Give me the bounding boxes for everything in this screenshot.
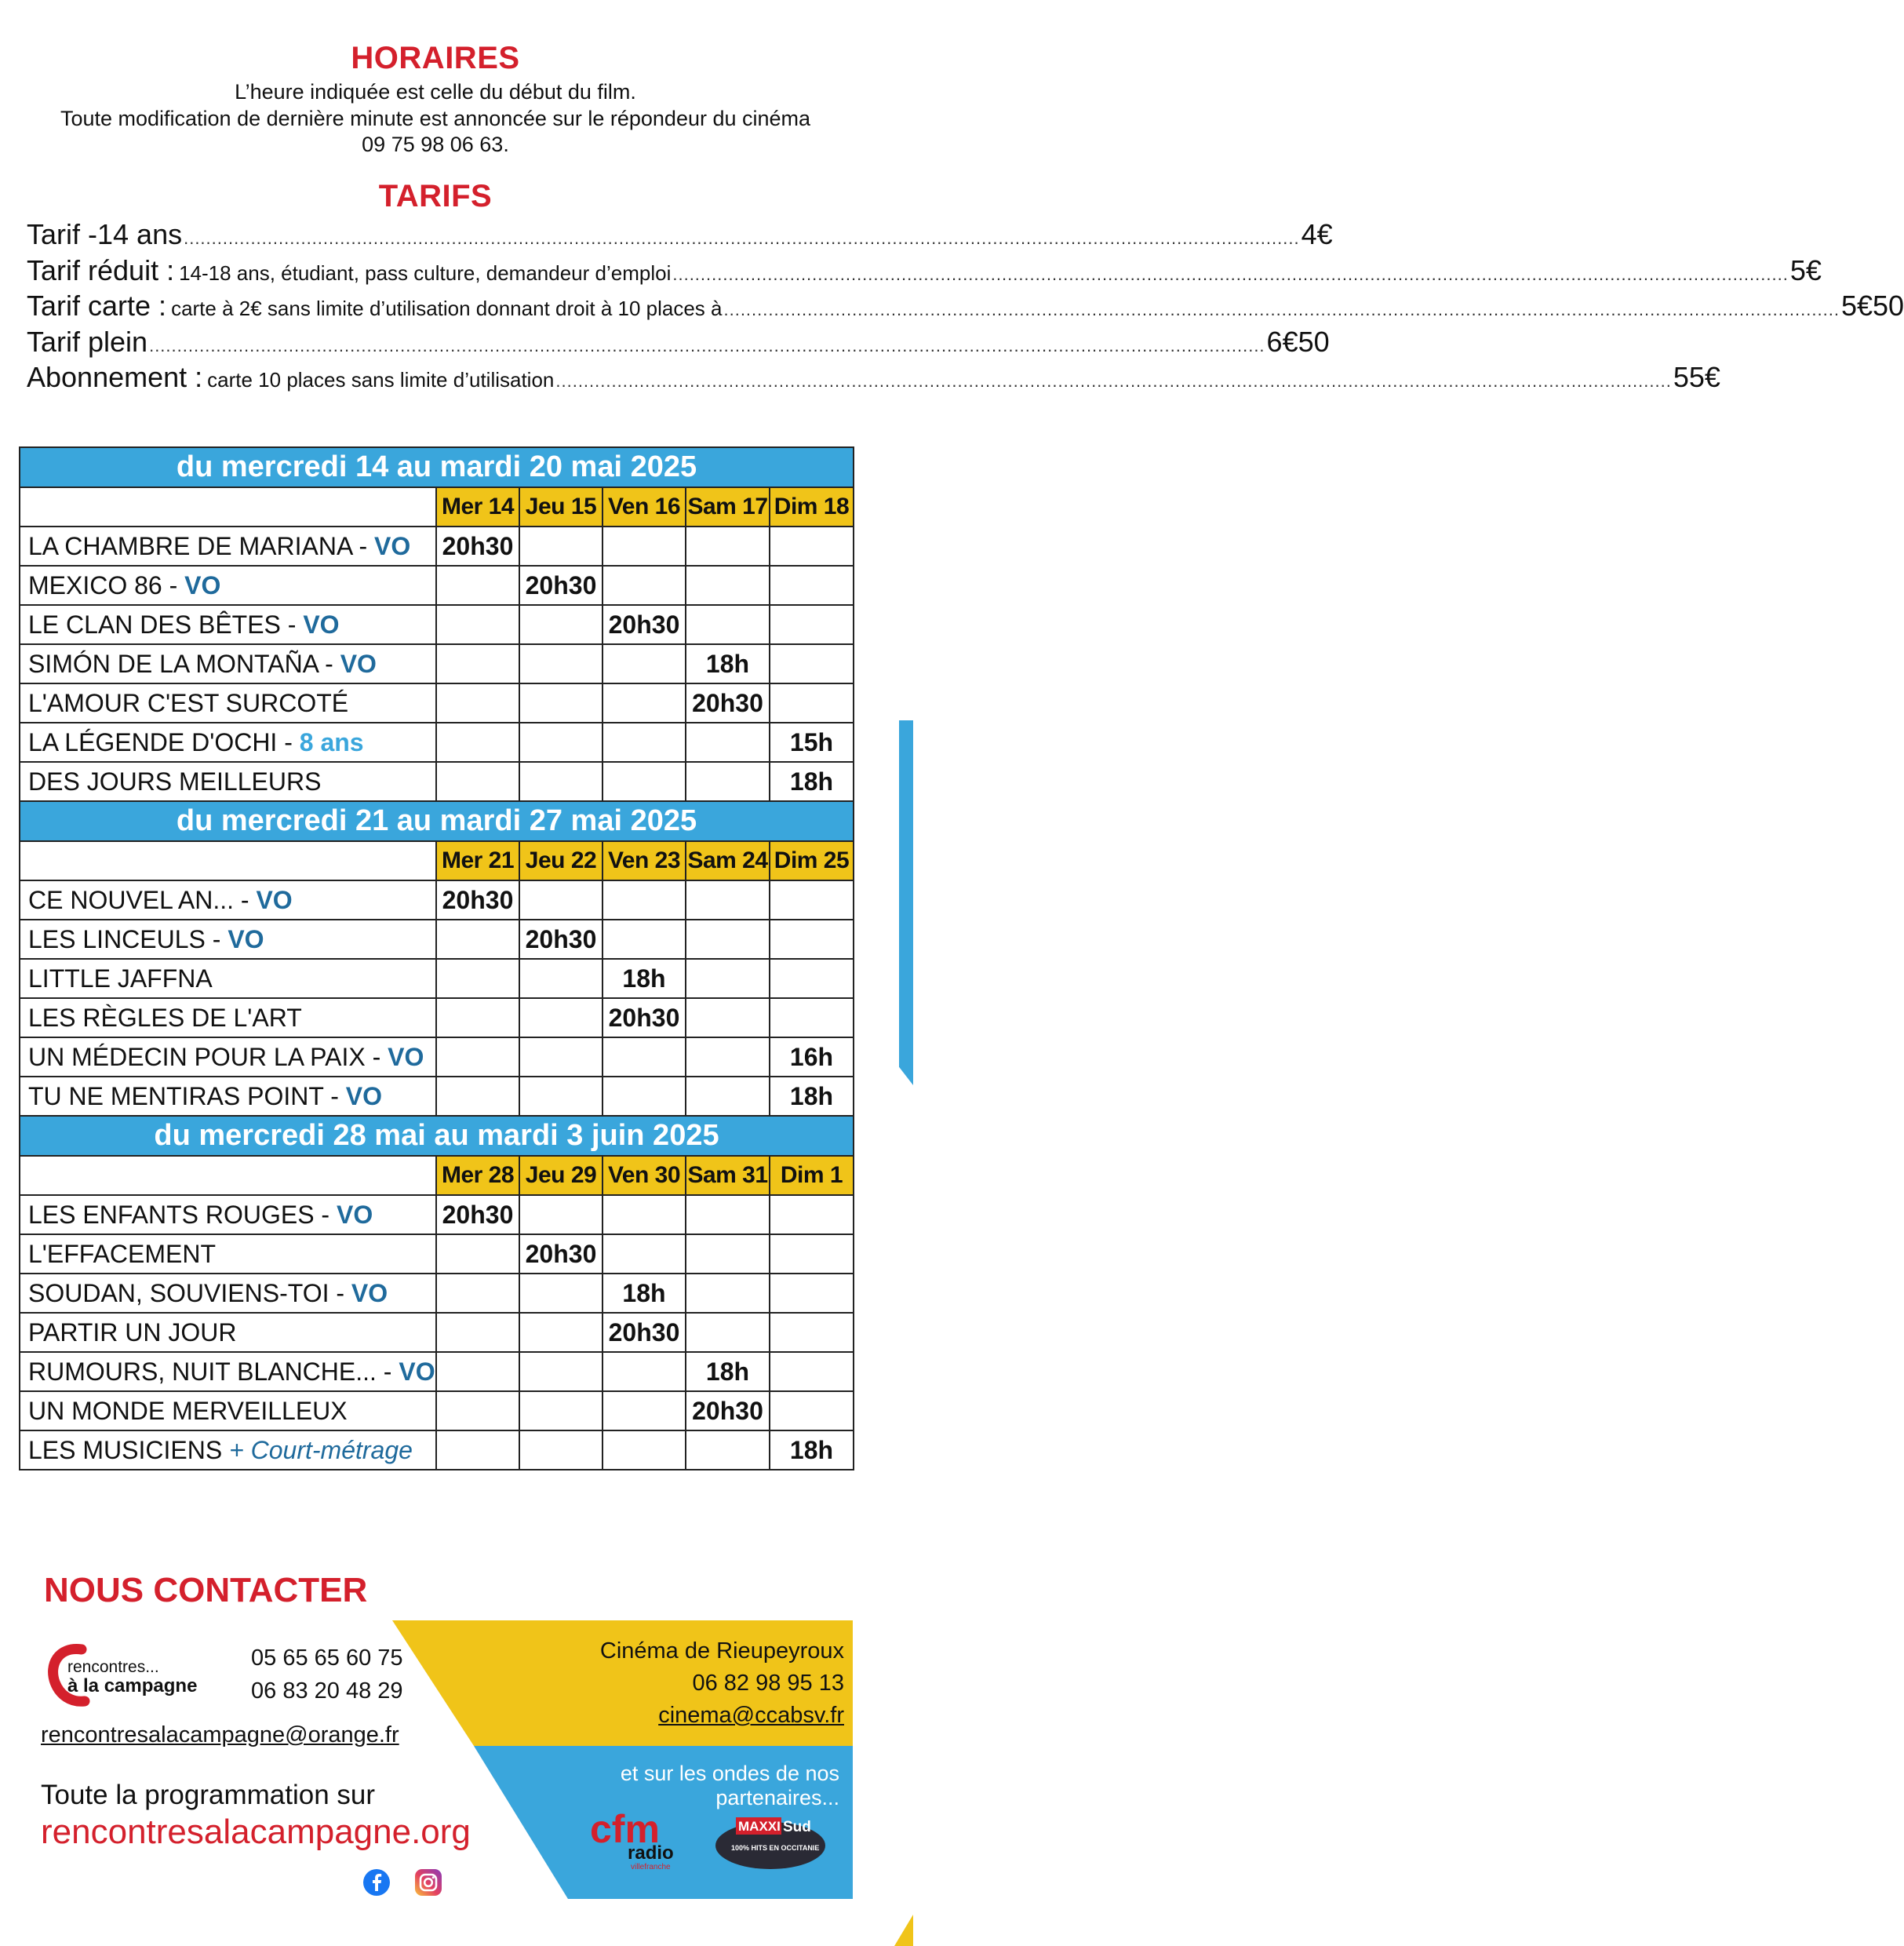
tag-separator: - xyxy=(280,610,304,639)
film-row xyxy=(20,683,854,723)
week-header-row xyxy=(20,1116,854,1156)
film-tag: VO xyxy=(340,649,377,678)
film-cell xyxy=(20,1352,436,1391)
film-title: L'EFFACEMENT xyxy=(28,1239,217,1268)
showtime-cell xyxy=(770,1195,854,1234)
day-header: Sam 24 xyxy=(686,841,770,880)
film-row xyxy=(20,1352,854,1391)
showtime-cell xyxy=(770,959,854,998)
tag-separator: - xyxy=(205,924,228,953)
tag-separator: - xyxy=(318,649,340,678)
film-tag: VO xyxy=(303,610,340,639)
edge-decoration-yellow xyxy=(894,1915,913,1946)
showtime-cell xyxy=(603,566,686,605)
showtime-cell xyxy=(519,605,603,644)
showtime-cell: 20h30 xyxy=(519,920,603,959)
dot-leader: ........................................................................................................................................................................................................ xyxy=(723,300,1840,319)
film-row xyxy=(20,605,854,644)
dot-leader: ........................................................................................................................................................................................................ xyxy=(672,264,1789,284)
film-row xyxy=(20,1391,854,1430)
showtime-cell xyxy=(686,1195,770,1234)
showtime-cell xyxy=(519,1077,603,1116)
showtime-cell xyxy=(686,880,770,920)
film-tag: VO xyxy=(228,924,264,953)
horaires-line-3: 09 75 98 06 63. xyxy=(362,133,509,156)
days-row-blank xyxy=(20,1156,436,1195)
showtime-cell: 18h xyxy=(686,644,770,683)
film-tag: VO xyxy=(345,1081,382,1110)
film-title: L'AMOUR C'EST SURCOTÉ xyxy=(28,688,349,717)
showtime-cell xyxy=(436,1077,519,1116)
cfm-logo-main: cfm xyxy=(590,1807,660,1851)
dot-leader: ........................................................................................................................................................................................................ xyxy=(149,335,1265,355)
showtime-cell xyxy=(436,959,519,998)
tag-separator: - xyxy=(351,531,374,560)
film-row xyxy=(20,880,854,920)
showtime-cell xyxy=(770,920,854,959)
day-header: Mer 21 xyxy=(436,841,519,880)
film-title: CE NOUVEL AN... xyxy=(28,885,234,914)
film-row xyxy=(20,920,854,959)
film-title: RUMOURS, NUIT BLANCHE... xyxy=(28,1357,377,1386)
film-title: LA LÉGENDE D'OCHI xyxy=(28,727,278,756)
showtime-cell xyxy=(686,527,770,566)
maxxi-logo-suffix: Sud xyxy=(783,1819,811,1835)
dot-leader: ........................................................................................................................................................................................................ xyxy=(184,228,1300,248)
showtime-cell: 18h xyxy=(603,1274,686,1313)
showtime-cell xyxy=(519,762,603,801)
tag-separator: - xyxy=(323,1081,346,1110)
tarif-price: 5€50 xyxy=(1840,290,1904,322)
film-tag: + Court-métrage xyxy=(229,1435,413,1464)
film-tag: VO xyxy=(399,1357,435,1386)
showtime-cell xyxy=(519,723,603,762)
showtime-cell xyxy=(603,762,686,801)
showtime-cell xyxy=(436,1352,519,1391)
film-title: LES MUSICIENS xyxy=(28,1435,223,1464)
tarif-label: Tarif carte : xyxy=(27,290,167,322)
tarifs-title: TARIFS xyxy=(378,179,493,213)
day-header: Sam 17 xyxy=(686,487,770,527)
week-header-row xyxy=(20,447,854,487)
showtime-cell xyxy=(519,1037,603,1077)
film-cell xyxy=(20,683,436,723)
showtime-cell: 20h30 xyxy=(686,683,770,723)
film-title: SOUDAN, SOUVIENS-TOI xyxy=(28,1278,329,1307)
film-cell xyxy=(20,605,436,644)
showtime-cell xyxy=(519,527,603,566)
showtime-cell xyxy=(436,683,519,723)
day-header: Mer 14 xyxy=(436,487,519,527)
film-cell xyxy=(20,723,436,762)
film-cell xyxy=(20,880,436,920)
showtime-cell xyxy=(436,762,519,801)
showtime-cell xyxy=(686,605,770,644)
showtime-cell xyxy=(686,959,770,998)
tarif-label: Abonnement : xyxy=(27,361,203,393)
showtime-cell xyxy=(436,1274,519,1313)
film-row xyxy=(20,527,854,566)
edge-decoration-blue xyxy=(899,720,913,1085)
film-cell xyxy=(20,527,436,566)
film-cell xyxy=(20,1234,436,1274)
day-header: Mer 28 xyxy=(436,1156,519,1195)
instagram-icon[interactable] xyxy=(414,1868,442,1897)
film-title: LES ENFANTS ROUGES xyxy=(28,1200,315,1229)
film-title: DES JOURS MEILLEURS xyxy=(28,767,322,796)
showtime-cell: 20h30 xyxy=(603,998,686,1037)
showtime-cell xyxy=(519,644,603,683)
showtime-cell: 16h xyxy=(770,1037,854,1077)
days-row-blank xyxy=(20,487,436,527)
film-title: PARTIR UN JOUR xyxy=(28,1317,237,1347)
showtime-cell xyxy=(436,1391,519,1430)
showtime-cell xyxy=(603,920,686,959)
days-row-blank xyxy=(20,841,436,880)
showtime-cell xyxy=(603,1195,686,1234)
programmation-text: Toute la programmation sur xyxy=(41,1780,376,1810)
cfm-radio-logo[interactable] xyxy=(588,1809,698,1874)
showtime-cell xyxy=(770,527,854,566)
showtime-cell xyxy=(686,1274,770,1313)
film-cell xyxy=(20,998,436,1037)
showtime-cell xyxy=(770,566,854,605)
tarif-price: 5€ xyxy=(1789,253,1822,286)
film-title: LITTLE JAFFNA xyxy=(28,964,213,993)
schedule-table xyxy=(19,446,854,1470)
tag-separator: - xyxy=(365,1042,388,1071)
showtime-cell xyxy=(436,723,519,762)
showtime-cell xyxy=(603,1430,686,1470)
showtime-cell xyxy=(686,1430,770,1470)
film-cell xyxy=(20,1313,436,1352)
day-header: Dim 18 xyxy=(770,487,854,527)
showtime-cell xyxy=(603,1234,686,1274)
film-row xyxy=(20,762,854,801)
phone-1[interactable]: 05 65 65 60 75 xyxy=(251,1645,403,1671)
showtime-cell xyxy=(519,683,603,723)
film-row xyxy=(20,1037,854,1077)
film-row xyxy=(20,1430,854,1470)
tag-separator: - xyxy=(376,1357,399,1386)
film-cell xyxy=(20,1391,436,1430)
showtime-cell xyxy=(436,920,519,959)
horaires-line-2: Toute modification de dernière minute est annoncée sur le répondeur du cinéma xyxy=(60,107,811,130)
tarifs-list xyxy=(27,218,1904,397)
website-link[interactable]: rencontresalacampagne.org xyxy=(41,1813,471,1851)
film-title: UN MONDE MERVEILLEUX xyxy=(28,1396,348,1425)
film-title: SIMÓN DE LA MONTAÑA xyxy=(28,649,319,678)
partners-text: et sur les ondes de nos partenaires... xyxy=(620,1762,839,1809)
day-header: Sam 31 xyxy=(686,1156,770,1195)
showtime-cell xyxy=(770,605,854,644)
showtime-cell: 20h30 xyxy=(519,566,603,605)
showtime-cell xyxy=(686,1313,770,1352)
film-tag: VO xyxy=(256,885,293,914)
cinema-name: Cinéma de Rieupeyroux xyxy=(599,1638,844,1664)
film-title: LES RÈGLES DE L'ART xyxy=(28,1003,302,1032)
week-title: du mercredi 14 au mardi 20 mai 2025 xyxy=(20,447,854,487)
showtime-cell xyxy=(603,1352,686,1391)
showtime-cell xyxy=(686,723,770,762)
tarif-label: Tarif réduit : xyxy=(27,253,175,286)
showtime-cell: 18h xyxy=(770,1077,854,1116)
day-header: Dim 25 xyxy=(770,841,854,880)
cfm-logo-city: villefranche xyxy=(631,1863,671,1871)
film-cell xyxy=(20,1037,436,1077)
film-cell xyxy=(20,1430,436,1470)
maxxi-logo-main: MAXXI xyxy=(738,1819,781,1834)
showtime-cell: 20h30 xyxy=(603,605,686,644)
tag-separator xyxy=(222,1436,229,1464)
film-row xyxy=(20,723,854,762)
film-row xyxy=(20,1195,854,1234)
cfm-logo-sub: radio xyxy=(628,1842,674,1864)
film-cell xyxy=(20,566,436,605)
showtime-cell: 20h30 xyxy=(436,880,519,920)
logo-text-line1: rencontres... xyxy=(67,1658,159,1676)
showtime-cell xyxy=(686,762,770,801)
tarif-row xyxy=(27,290,1904,326)
showtime-cell xyxy=(519,1391,603,1430)
maxxi-logo-tag: 100% HITS EN OCCITANIE xyxy=(731,1844,820,1852)
showtime-cell: 20h30 xyxy=(603,1313,686,1352)
tarif-price: 6€50 xyxy=(1266,325,1330,358)
film-tag: 8 ans xyxy=(299,727,364,756)
showtime-cell xyxy=(603,644,686,683)
showtime-cell xyxy=(686,1037,770,1077)
film-row xyxy=(20,1234,854,1274)
film-tag: VO xyxy=(351,1278,388,1307)
showtime-cell xyxy=(436,1430,519,1470)
showtime-cell xyxy=(686,920,770,959)
showtime-cell xyxy=(519,1274,603,1313)
contact-title: NOUS CONTACTER xyxy=(44,1571,368,1609)
tarif-price: 55€ xyxy=(1673,361,1720,393)
tag-separator: - xyxy=(329,1278,351,1307)
phone-2[interactable]: 06 83 20 48 29 xyxy=(251,1678,403,1704)
tarif-detail: 14-18 ans, étudiant, pass culture, demandeur d’emploi xyxy=(179,261,672,285)
film-title: MEXICO 86 xyxy=(28,570,162,599)
showtime-cell xyxy=(686,1234,770,1274)
film-title: UN MÉDECIN POUR LA PAIX xyxy=(28,1042,366,1071)
showtime-cell xyxy=(770,998,854,1037)
showtime-cell: 20h30 xyxy=(686,1391,770,1430)
film-title: LE CLAN DES BÊTES xyxy=(28,610,281,639)
rencontres-logo xyxy=(44,1638,198,1706)
showtime-cell xyxy=(770,1234,854,1274)
showtime-cell xyxy=(519,959,603,998)
showtime-cell: 15h xyxy=(770,723,854,762)
tarif-detail: carte à 2€ sans limite d’utilisation donnant droit à 10 places à xyxy=(171,297,723,320)
showtime-cell: 20h30 xyxy=(436,527,519,566)
week-title: du mercredi 28 mai au mardi 3 juin 2025 xyxy=(20,1116,854,1156)
showtime-cell xyxy=(436,644,519,683)
showtime-cell xyxy=(436,605,519,644)
showtime-cell xyxy=(519,1195,603,1234)
tarif-row xyxy=(27,218,1333,254)
showtime-cell xyxy=(770,1352,854,1391)
tarif-row xyxy=(27,325,1330,362)
showtime-cell xyxy=(603,683,686,723)
day-header: Jeu 29 xyxy=(519,1156,603,1195)
film-row xyxy=(20,1274,854,1313)
day-header: Ven 16 xyxy=(603,487,686,527)
showtime-cell xyxy=(770,1313,854,1352)
film-tag: VO xyxy=(336,1200,373,1229)
showtime-cell: 20h30 xyxy=(436,1195,519,1234)
showtime-cell xyxy=(436,1234,519,1274)
film-cell xyxy=(20,644,436,683)
showtime-cell: 18h xyxy=(686,1352,770,1391)
tag-separator: - xyxy=(277,727,300,756)
tarif-detail: carte 10 places sans limite d’utilisation xyxy=(207,368,555,392)
film-cell xyxy=(20,1274,436,1313)
week-title: du mercredi 21 au mardi 27 mai 2025 xyxy=(20,801,854,841)
film-cell xyxy=(20,920,436,959)
showtime-cell: 18h xyxy=(770,1430,854,1470)
showtime-cell xyxy=(603,527,686,566)
film-tag: VO xyxy=(373,531,411,560)
days-row xyxy=(20,1156,854,1195)
tag-separator: - xyxy=(314,1200,337,1229)
showtime-cell xyxy=(770,1274,854,1313)
film-row xyxy=(20,959,854,998)
showtime-cell xyxy=(603,880,686,920)
film-title: LA CHAMBRE DE MARIANA xyxy=(28,531,352,560)
logo-text-line2: à la campagne xyxy=(67,1675,198,1696)
showtime-cell: 18h xyxy=(770,762,854,801)
showtime-cell xyxy=(686,998,770,1037)
days-row xyxy=(20,487,854,527)
tag-separator: - xyxy=(234,885,257,914)
showtime-cell xyxy=(603,723,686,762)
day-header: Dim 1 xyxy=(770,1156,854,1195)
film-cell xyxy=(20,1077,436,1116)
tarif-price: 4€ xyxy=(1301,218,1333,250)
showtime-cell xyxy=(770,683,854,723)
showtime-cell xyxy=(519,1430,603,1470)
film-cell xyxy=(20,762,436,801)
showtime-cell: 20h30 xyxy=(519,1234,603,1274)
showtime-cell xyxy=(436,566,519,605)
film-row xyxy=(20,998,854,1037)
film-cell xyxy=(20,959,436,998)
showtime-cell xyxy=(519,998,603,1037)
dot-leader: ........................................................................................................................................................................................................ xyxy=(555,371,1672,391)
day-header: Ven 23 xyxy=(603,841,686,880)
tarif-label: Tarif plein xyxy=(27,325,148,358)
film-tag: VO xyxy=(184,570,221,599)
cinema-email-link[interactable]: cinema@ccabsv.fr xyxy=(658,1703,844,1728)
showtime-cell xyxy=(770,1391,854,1430)
film-title: TU NE MENTIRAS POINT xyxy=(28,1081,324,1110)
day-header: Jeu 15 xyxy=(519,487,603,527)
showtime-cell xyxy=(770,644,854,683)
film-row xyxy=(20,1077,854,1116)
horaires-title: HORAIRES xyxy=(351,41,520,75)
showtime-cell xyxy=(603,1037,686,1077)
horaires-line-1: L’heure indiquée est celle du début du film. xyxy=(235,80,636,104)
day-header: Jeu 22 xyxy=(519,841,603,880)
days-row xyxy=(20,841,854,880)
facebook-icon[interactable] xyxy=(362,1868,391,1897)
contact-email-link[interactable]: rencontresalacampagne@orange.fr xyxy=(41,1722,399,1747)
tarif-label: Tarif -14 ans xyxy=(27,218,183,250)
tarif-row xyxy=(27,253,1822,290)
showtime-cell xyxy=(770,880,854,920)
showtime-cell xyxy=(686,566,770,605)
showtime-cell xyxy=(519,880,603,920)
film-title: LES LINCEULS xyxy=(28,924,206,953)
day-header: Ven 30 xyxy=(603,1156,686,1195)
showtime-cell xyxy=(436,998,519,1037)
showtime-cell xyxy=(603,1391,686,1430)
cinema-phone[interactable]: 06 82 98 95 13 xyxy=(692,1671,844,1696)
film-tag: VO xyxy=(388,1042,424,1071)
showtime-cell xyxy=(686,1077,770,1116)
showtime-cell xyxy=(436,1313,519,1352)
film-row xyxy=(20,644,854,683)
showtime-cell xyxy=(603,1077,686,1116)
film-row xyxy=(20,1313,854,1352)
maxxi-sud-logo[interactable] xyxy=(714,1813,832,1872)
showtime-cell: 18h xyxy=(603,959,686,998)
week-header-row xyxy=(20,801,854,841)
showtime-cell xyxy=(436,1037,519,1077)
tag-separator: - xyxy=(162,570,185,599)
tarif-row xyxy=(27,361,1720,397)
film-row xyxy=(20,566,854,605)
showtime-cell xyxy=(519,1313,603,1352)
showtime-cell xyxy=(519,1352,603,1391)
film-cell xyxy=(20,1195,436,1234)
